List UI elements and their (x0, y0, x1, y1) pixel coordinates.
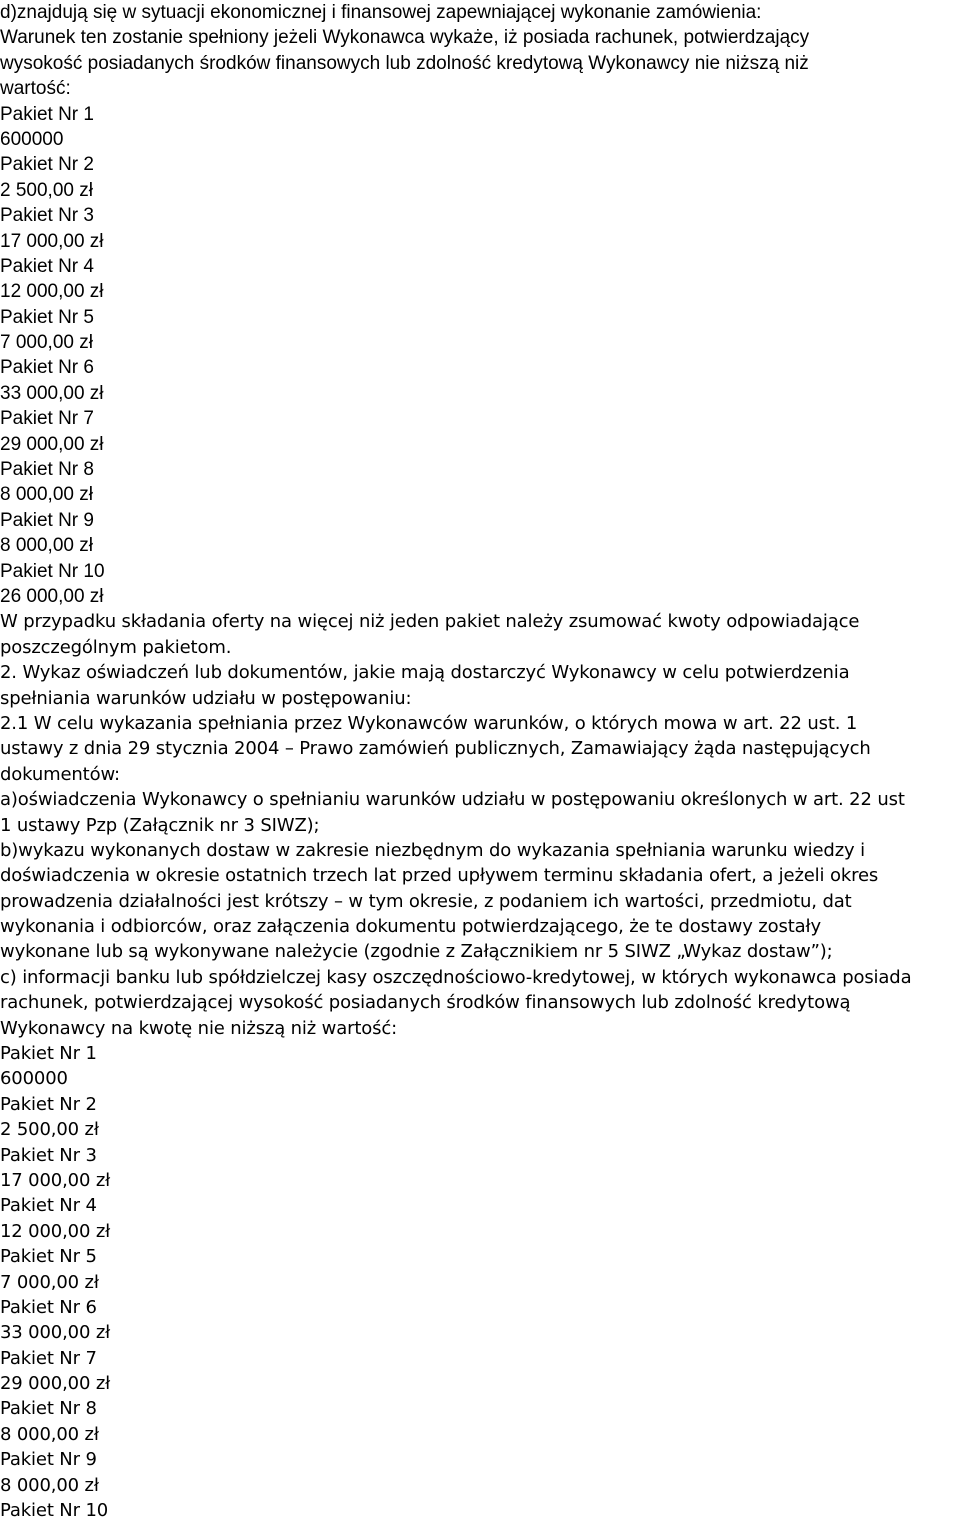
package-label: Pakiet Nr 10 (0, 1500, 109, 1522)
package-value: 8 000,00 zł (0, 535, 93, 557)
package-label: Pakiet Nr 7 (0, 408, 94, 430)
package-label: Pakiet Nr 4 (0, 1195, 97, 1217)
package-value: 2 500,00 zł (0, 179, 93, 201)
documents-item-c (0, 965, 960, 1041)
text-line: poszczególnym pakietom. (0, 636, 232, 658)
text-line: W przypadku składania oferty na więcej niż jeden pakiet należy zsumować kwoty odpowiadające (0, 611, 860, 633)
package-list-2 (0, 1041, 960, 1523)
package-value: 29 000,00 zł (0, 1373, 111, 1395)
text-line: doświadczenia w okresie ostatnich trzech lat przed upływem terminu składania ofert, a jeżeli okres (0, 865, 879, 887)
text-line: Warunek ten zostanie spełniony jeżeli Wykonawca wykaże, iż posiada rachunek, potwierdzający (0, 27, 810, 49)
text-line: rachunek, potwierdzającej wysokość posiadanych środków finansowych lub zdolność kredytową (0, 992, 851, 1014)
text-line: b)wykazu wykonanych dostaw w zakresie niezbędnym do wykazania spełniania warunku wiedzy i (0, 839, 865, 861)
package-label: Pakiet Nr 8 (0, 459, 94, 481)
package-label: Pakiet Nr 1 (0, 103, 94, 125)
package-value: 26 000,00 zł (0, 585, 104, 607)
package-value: 12 000,00 zł (0, 1220, 111, 1242)
package-label: Pakiet Nr 2 (0, 1093, 97, 1115)
text-line: dokumentów: (0, 763, 120, 785)
text-line: 2.1 W celu wykazania spełniania przez Wykonawców warunków, o których mowa w art. 22 ust. 1 (0, 712, 858, 734)
text-line: spełniania warunków udziału w postępowaniu: (0, 687, 412, 709)
package-label: Pakiet Nr 5 (0, 1246, 97, 1268)
package-label: Pakiet Nr 4 (0, 255, 94, 277)
package-label: Pakiet Nr 2 (0, 154, 94, 176)
documents-item-a (0, 787, 960, 838)
package-label: Pakiet Nr 6 (0, 1296, 97, 1318)
financial-condition-intro (0, 0, 960, 102)
package-label: Pakiet Nr 6 (0, 357, 94, 379)
text-line: Wykonawcy na kwotę nie niższą niż wartość: (0, 1017, 398, 1039)
text-line: wysokość posiadanych środków finansowych lub zdolność kredytową Wykonawcy nie niższą niż (0, 52, 809, 74)
documents-heading (0, 660, 960, 711)
package-value: 33 000,00 zł (0, 1322, 111, 1344)
package-value: 600000 (0, 1068, 68, 1090)
documents-subsection-2-1 (0, 711, 960, 787)
package-label: Pakiet Nr 9 (0, 509, 94, 531)
package-label: Pakiet Nr 3 (0, 1144, 97, 1166)
package-label: Pakiet Nr 1 (0, 1043, 97, 1065)
package-value: 17 000,00 zł (0, 1169, 111, 1191)
package-value: 12 000,00 zł (0, 281, 104, 303)
text-line: c) informacji banku lub spółdzielczej kasy oszczędnościowo-kredytowej, w których wykonawca posiada (0, 966, 912, 988)
text-line: prowadzenia działalności jest krótszy – w tym okresie, z podaniem ich wartości, przedmiotu, dat (0, 890, 852, 912)
package-value: 33 000,00 zł (0, 382, 104, 404)
package-list-1 (0, 102, 960, 610)
text-line: wartość: (0, 78, 71, 100)
package-value: 7 000,00 zł (0, 1271, 99, 1293)
text-line: ustawy z dnia 29 stycznia 2004 – Prawo zamówień publicznych, Zamawiający żąda następujących (0, 738, 871, 760)
package-value: 8 000,00 zł (0, 1423, 99, 1445)
text-line: wykonane lub są wykonywane należycie (zgodnie z Załącznikiem nr 5 SIWZ „Wykaz dostaw”); (0, 941, 833, 963)
package-label: Pakiet Nr 8 (0, 1398, 97, 1420)
package-label: Pakiet Nr 10 (0, 560, 105, 582)
package-label: Pakiet Nr 5 (0, 306, 94, 328)
package-label: Pakiet Nr 7 (0, 1347, 97, 1369)
package-value: 29 000,00 zł (0, 433, 104, 455)
text-line: 2. Wykaz oświadczeń lub dokumentów, jakie mają dostarczyć Wykonawcy w celu potwierdzenia (0, 662, 850, 684)
documents-item-b (0, 838, 960, 965)
package-value: 7 000,00 zł (0, 332, 93, 354)
package-label: Pakiet Nr 9 (0, 1449, 97, 1471)
package-value: 2 500,00 zł (0, 1119, 99, 1141)
package-value: 600000 (0, 128, 64, 150)
text-line: 1 ustawy Pzp (Załącznik nr 3 SIWZ); (0, 814, 320, 836)
package-value: 8 000,00 zł (0, 1474, 99, 1496)
text-line: d)znajdują się w sytuacji ekonomicznej i finansowej zapewniającej wykonanie zamówienia: (0, 2, 762, 23)
text-line: wykonania i odbiorców, oraz załączenia dokumentu potwierdzającego, że te dostawy zostały (0, 916, 821, 938)
package-label: Pakiet Nr 3 (0, 205, 94, 227)
package-value: 17 000,00 zł (0, 230, 104, 252)
text-line: a)oświadczenia Wykonawcy o spełnianiu warunków udziału w postępowaniu określonych w art. 22 ust (0, 789, 905, 811)
sum-note (0, 609, 960, 660)
package-value: 8 000,00 zł (0, 484, 93, 506)
